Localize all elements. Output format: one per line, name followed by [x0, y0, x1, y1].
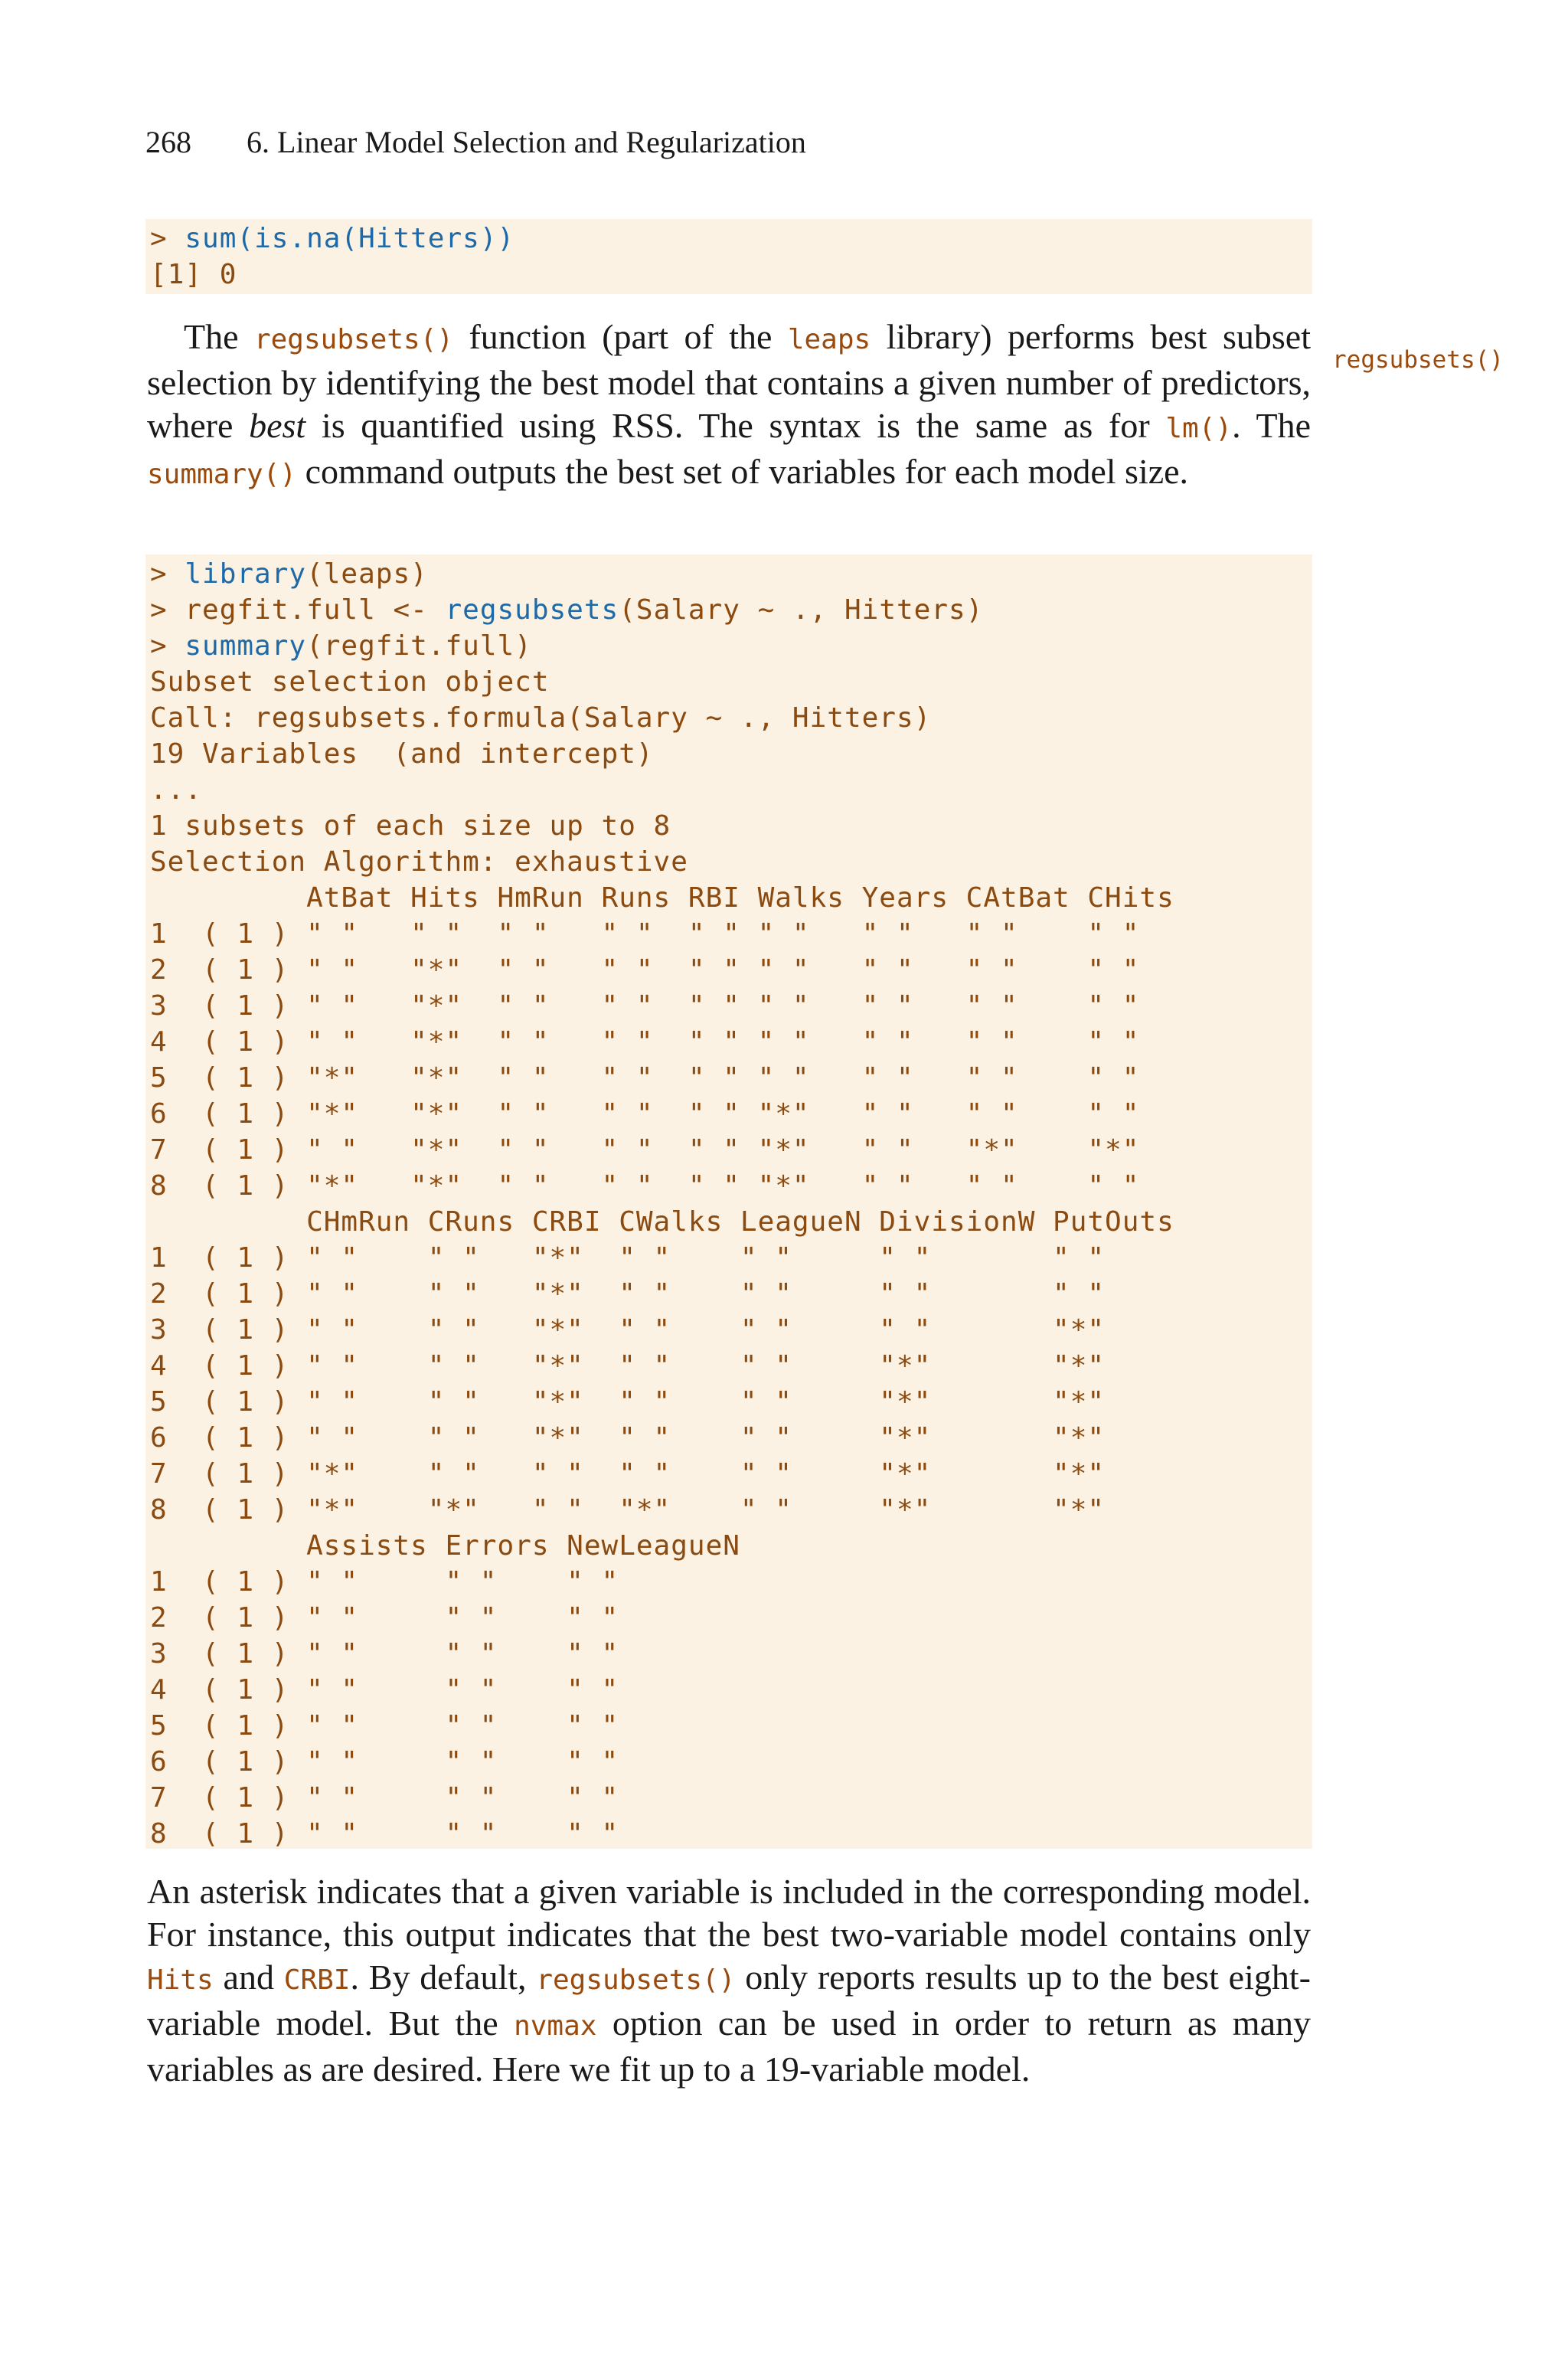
- inline-code: CRBI: [283, 1964, 351, 1996]
- code-output-line: 2 ( 1 ) " " "*" " " " " " " " " " " " " " ": [150, 954, 1174, 986]
- code-output-line: 19 Variables (and intercept): [150, 738, 654, 770]
- function-args: (leaps): [306, 558, 428, 590]
- code-output-line: 1 ( 1 ) " " " " " " " " " " " " " " " " " ": [150, 918, 1174, 950]
- text: An asterisk indicates that a given variable is included in the corresponding model. For instance, this output indicates that the best two-variable model contains only: [147, 1872, 1311, 1954]
- code-output-line: 2 ( 1 ) " " " " " ": [150, 1602, 740, 1634]
- function-name: library: [185, 558, 307, 590]
- code-output-line: ...: [150, 774, 203, 806]
- function-name: summary: [185, 630, 307, 662]
- code-line: [150, 628, 1308, 664]
- code-output-line: 6 ( 1 ) " " " " "*" " " " " "*" "*": [150, 1422, 1174, 1454]
- code-output-line: CHmRun CRuns CRBI CWalks LeagueN DivisionW PutOuts: [150, 1206, 1174, 1238]
- text: only reports results up to the best eight-variable model. But the: [147, 1958, 1311, 2043]
- inline-code: regsubsets(): [253, 324, 454, 355]
- code-output-line: 7 ( 1 ) " " " " " ": [150, 1782, 740, 1814]
- inline-code: leaps: [787, 324, 871, 355]
- code-output-line: 7 ( 1 ) " " "*" " " " " " " "*" " " "*" "*": [150, 1134, 1174, 1166]
- code-line: [150, 221, 1308, 257]
- function-args: (regfit.full): [306, 630, 532, 662]
- code-output-line: Assists Errors NewLeagueN: [150, 1530, 740, 1562]
- text: . The: [1232, 406, 1311, 445]
- code-output-line: 3 ( 1 ) " " "*" " " " " " " " " " " " " " ": [150, 990, 1174, 1022]
- code-output-line: 4 ( 1 ) " " " " " ": [150, 1674, 740, 1706]
- code-output-line: AtBat Hits HmRun Runs RBI Walks Years CAtBat CHits: [150, 882, 1174, 914]
- code-output-line: 2 ( 1 ) " " " " "*" " " " " " " " ": [150, 1278, 1174, 1310]
- function-args: (Salary ∼ ., Hitters): [619, 594, 984, 626]
- inline-code: Hits: [147, 1964, 214, 1996]
- code-output-line: 3 ( 1 ) " " " " "*" " " " " " " "*": [150, 1314, 1174, 1346]
- code-output-line: 6 ( 1 ) "*" "*" " " " " " " "*" " " " " " ": [150, 1098, 1174, 1130]
- code-output-line: 1 ( 1 ) " " " " " ": [150, 1566, 740, 1598]
- prompt: >: [150, 630, 185, 662]
- inline-code: nvmax: [514, 2010, 597, 2042]
- paragraph-intro: [147, 316, 1311, 496]
- text: . By default,: [350, 1958, 537, 1997]
- code-output-line: 5 ( 1 ) " " " " " ": [150, 1710, 740, 1742]
- code-block-1: [145, 219, 1312, 294]
- text: command outputs the best set of variables for each model size.: [296, 452, 1189, 491]
- code-output-line: 7 ( 1 ) "*" " " " " " " " " "*" "*": [150, 1458, 1174, 1490]
- function-name: regsubsets: [445, 594, 619, 626]
- function-name: sum: [185, 223, 237, 254]
- text: library) performs best subset selection by identifying the best model that contains a given number of predictors, where: [147, 317, 1311, 445]
- code-output-line: 1 ( 1 ) " " " " "*" " " " " " " " ": [150, 1242, 1174, 1274]
- inline-code: regsubsets(): [536, 1964, 736, 1996]
- assignment: regfit.full <-: [185, 594, 446, 626]
- code-output-line: 6 ( 1 ) " " " " " ": [150, 1746, 740, 1778]
- output-block: [150, 664, 1308, 1852]
- inline-code: lm(): [1165, 413, 1233, 444]
- code-output-line: 3 ( 1 ) " " " " " ": [150, 1638, 740, 1670]
- code-block-2: [145, 554, 1312, 1849]
- code-output-line: 5 ( 1 ) "*" "*" " " " " " " " " " " " " " ": [150, 1062, 1174, 1094]
- code-output-line: [1] 0: [150, 259, 237, 290]
- code-output-line: 8 ( 1 ) "*" "*" " " " " " " "*" " " " " " ": [150, 1170, 1174, 1202]
- code-output-line: Selection Algorithm: exhaustive: [150, 846, 688, 878]
- code-output-line: 1 subsets of each size up to 8: [150, 810, 671, 842]
- text: and: [213, 1958, 284, 1997]
- code-line: [150, 556, 1308, 592]
- text: is quantified using RSS. The syntax is the same as for: [305, 406, 1166, 445]
- italic-text: best: [249, 406, 306, 445]
- code-output-line: 5 ( 1 ) " " " " "*" " " " " "*" "*": [150, 1386, 1174, 1418]
- function-args: (is.na(Hitters)): [237, 223, 515, 254]
- prompt: >: [150, 594, 185, 626]
- margin-note: regsubsets(): [1332, 346, 1504, 374]
- prompt: >: [150, 223, 185, 254]
- text: The: [184, 317, 254, 356]
- page-number: 268: [145, 125, 191, 159]
- code-output-line: 4 ( 1 ) " " " " "*" " " " " "*" "*": [150, 1350, 1174, 1382]
- code-line: [150, 592, 1308, 628]
- text: option can be used in order to return as many variables as are desired. Here we fit up to a 19-variable model.: [147, 2003, 1311, 2089]
- code-output-line: Call: regsubsets.formula(Salary ∼ ., Hitters): [150, 702, 932, 734]
- code-output-line: 8 ( 1 ) "*" "*" " " "*" " " "*" "*": [150, 1494, 1174, 1526]
- text: function (part of the: [453, 317, 788, 356]
- page-header: [145, 124, 806, 160]
- paragraph-explanation: [147, 1870, 1311, 2091]
- chapter-title: 6. Linear Model Selection and Regularization: [247, 125, 806, 159]
- code-output-line: 8 ( 1 ) " " " " " ": [150, 1818, 740, 1850]
- code-output-line: 4 ( 1 ) " " "*" " " " " " " " " " " " " " ": [150, 1026, 1174, 1058]
- inline-code: summary(): [147, 459, 297, 490]
- prompt: >: [150, 558, 185, 590]
- code-output-line: Subset selection object: [150, 666, 550, 698]
